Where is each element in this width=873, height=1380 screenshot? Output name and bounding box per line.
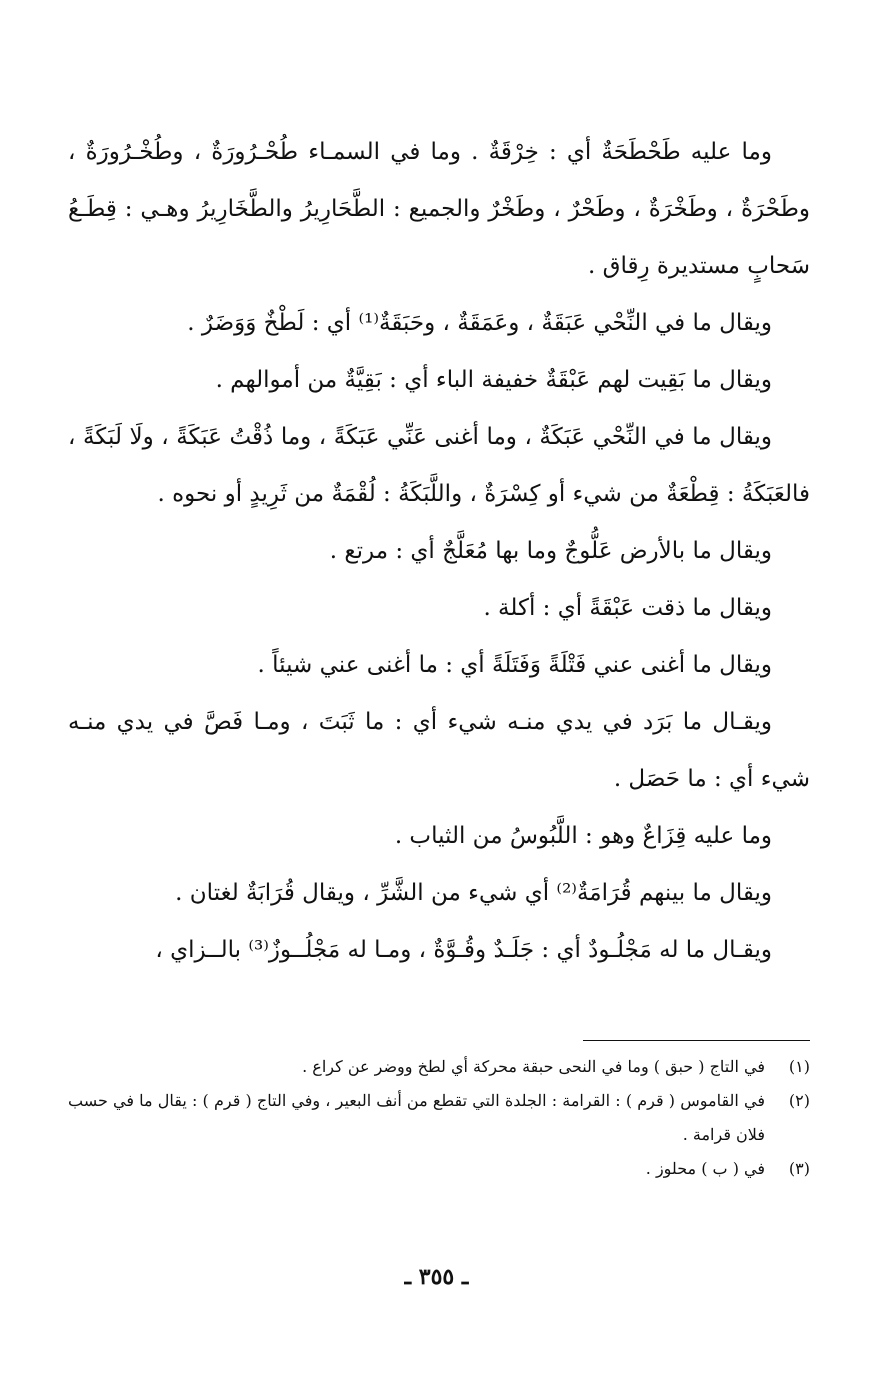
paragraph: ويقال ما في النِّحْي عَبَكَةٌ ، وما أغنى عَنِّي عَبَكَةً ، وما ذُقْتُ عَبَكَةً ، ولَا لَبَكَةً ، فالعَبَكَةُ : قِطْعَةٌ من شيء أو كِسْرَةٌ ، واللَّبَكَةُ : لُقْمَةٌ من ثَرِيدٍ أو نحوه . bbox=[68, 424, 810, 507]
footnote-number: (٣) bbox=[788, 1159, 810, 1178]
footnote-separator bbox=[583, 1040, 810, 1041]
paragraph: وما عليه طَحْطَحَةٌ أي : خِرْقَةٌ . وما في السمـاء طُحْـرُورَةٌ ، وطُخْـرُورَةٌ ، وطَحْرَةٌ ، وطَخْرَةٌ ، وطَحْرٌ ، وطَخْرٌ والجميع : الطَّحَارِيرُ والطَّخَارِيرُ وهـي : قِطَـعُ سَحابٍ مستديرة رِقاق . bbox=[68, 139, 810, 279]
footnote-text: في القاموس ( قرم ) : القرامة : الجلدة التي تقطع من أنف البعير ، وفي التاج ( قرم ) : يقال ما في حسب فلان قرامة . bbox=[68, 1091, 765, 1144]
paragraph: ويقال ما بالأرض عَلُّوجٌ وما بها مُعَلَّجٌ أي : مرتع . bbox=[329, 538, 772, 564]
footnotes bbox=[68, 1050, 810, 1186]
paragraph: ويقال ما في النِّحْي عَبَقَةٌ ، وعَمَقَةٌ ، وحَبَقَةٌ⁽¹⁾ أي : لَطْخٌ وَوَضَرٌ . bbox=[187, 310, 772, 336]
main-text bbox=[68, 124, 810, 979]
footnote bbox=[68, 1152, 810, 1186]
paragraph: ويقـال ما بَرَد في يدي منـه شيء أي : ما ثَبَتَ ، ومـا فَصَّ في يدي منـه شيء أي : ما حَصَل . bbox=[68, 709, 810, 792]
footnote-text: في ( ب ) محلوز . bbox=[645, 1159, 765, 1178]
paragraph: ويقـال ما له مَجْلُـودٌ أي : جَلَـدٌ وقُـوَّةٌ ، ومـا له مَجْلُــوزٌ⁽³⁾ بالــزاي ، bbox=[155, 937, 772, 963]
paragraph: ويقال ما ذقت عَبْقَةً أي : أكلة . bbox=[483, 595, 772, 621]
footnote bbox=[68, 1084, 810, 1152]
paragraph: ويقال ما بينهم قُرَامَةٌ⁽²⁾ أي شيء من الشَّرِّ ، ويقال قُرَابَةٌ لغتان . bbox=[175, 880, 772, 906]
page-number: ـ ٣٥٥ ـ bbox=[404, 1264, 469, 1290]
footnote-number: (١) bbox=[788, 1057, 810, 1076]
paragraph: وما عليه قِزَاعٌ وهو : اللَّبُوسُ من الثياب . bbox=[394, 823, 772, 849]
paragraph: ويقال ما أغنى عني فَتْلَةً وَفَتَلَةً أي : ما أغنى عني شيئاً . bbox=[257, 652, 772, 678]
paragraph: ويقال ما بَقِيت لهم عَبْقَةٌ خفيفة الباء أي : بَقِيَّةٌ من أموالهم . bbox=[215, 367, 772, 393]
footnote bbox=[68, 1050, 810, 1084]
footnote-text: في التاج ( حبق ) وما في النحى حبقة محركة أي لطخ ووضر عن كراع . bbox=[302, 1057, 765, 1076]
footnote-number: (٢) bbox=[788, 1091, 810, 1110]
